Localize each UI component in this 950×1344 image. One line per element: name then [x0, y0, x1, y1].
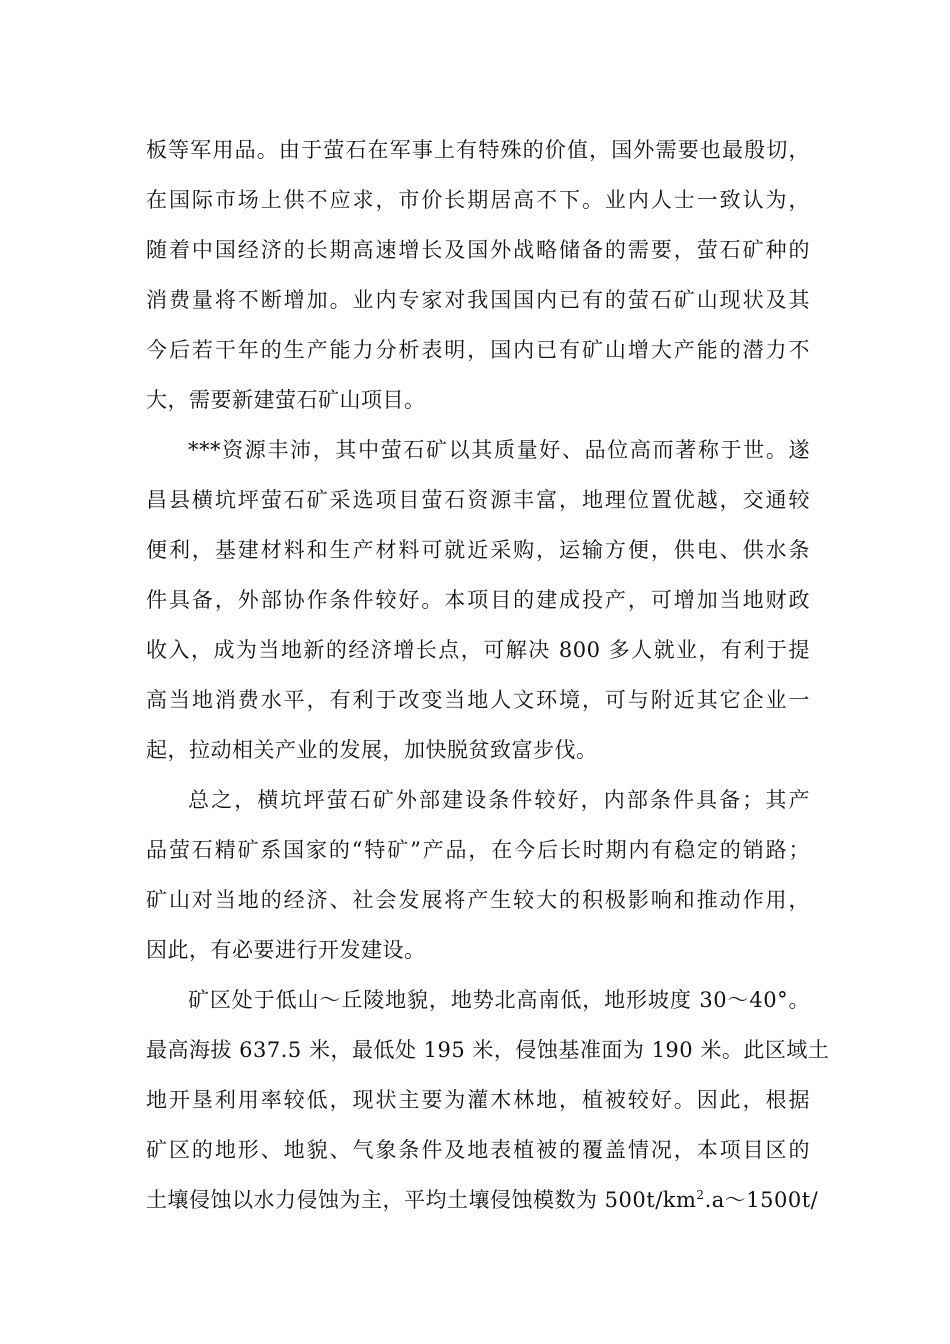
text-line: 高当地消费水平，有利于改变当地人文环境，可与附近其它企业一: [146, 688, 810, 712]
text-line: 板等军用品。由于萤石在军事上有特殊的价值，国外需要也最殷切，: [146, 138, 810, 162]
text-line: 昌县横坑坪萤石矿采选项目萤石资源丰富，地理位置优越，交通较: [146, 488, 810, 512]
superscript: 2: [696, 1188, 705, 1202]
text-line: 起，拉动相关产业的发展，加快脱贫致富步伐。: [146, 738, 598, 762]
text-line: 今后若干年的生产能力分析表明，国内已有矿山增大产能的潜力不: [146, 338, 810, 362]
text-line: 消费量将不断增加。业内专家对我国国内已有的萤石矿山现状及其: [146, 288, 810, 312]
text-line: 矿山对当地的经济、社会发展将产生较大的积极影响和推动作用，: [146, 888, 810, 912]
text-line: 在国际市场上供不应求，市价长期居高不下。业内人士一致认为，: [146, 188, 810, 212]
text-line: 件具备，外部协作条件较好。本项目的建成投产，可增加当地财政: [146, 588, 810, 612]
text-line: 收入，成为当地新的经济增长点，可解决 800 多人就业，有利于提: [146, 638, 810, 662]
text-line: 品萤石精矿系国家的“特矿”产品，在今后长时期内有稳定的销路；: [146, 838, 810, 862]
text-line: 最高海拔 637.5 米，最低处 195 米，侵蚀基准面为 190 米。此区域土: [146, 1038, 830, 1062]
paragraph-first-line: 矿区处于低山～丘陵地貌，地势北高南低，地形坡度 30～40°。: [188, 988, 810, 1012]
text-line: 地开垦利用率较低，现状主要为灌木林地，植被较好。因此，根据: [146, 1088, 810, 1112]
text-line-with-superscript: [146, 1183, 819, 1217]
text-segment: 土壤侵蚀以水力侵蚀为主，平均土壤侵蚀模数为 500t/km: [146, 1188, 697, 1212]
text-line: 随着中国经济的长期高速增长及国外战略储备的需要，萤石矿种的: [146, 238, 810, 262]
text-line: 大，需要新建萤石矿山项目。: [146, 388, 426, 412]
text-line: 矿区的地形、地貌、气象条件及地表植被的覆盖情况，本项目区的: [146, 1138, 810, 1162]
paragraph-first-line: ***资源丰沛，其中萤石矿以其质量好、品位高而著称于世。遂: [188, 438, 810, 462]
text-line: 因此，有必要进行开发建设。: [146, 938, 426, 962]
paragraph-first-line: 总之，横坑坪萤石矿外部建设条件较好，内部条件具备；其产: [188, 788, 810, 812]
text-line: 便利，基建材料和生产材料可就近采购，运输方便，供电、供水条: [146, 538, 810, 562]
text-segment: .a～1500t/: [704, 1188, 819, 1212]
